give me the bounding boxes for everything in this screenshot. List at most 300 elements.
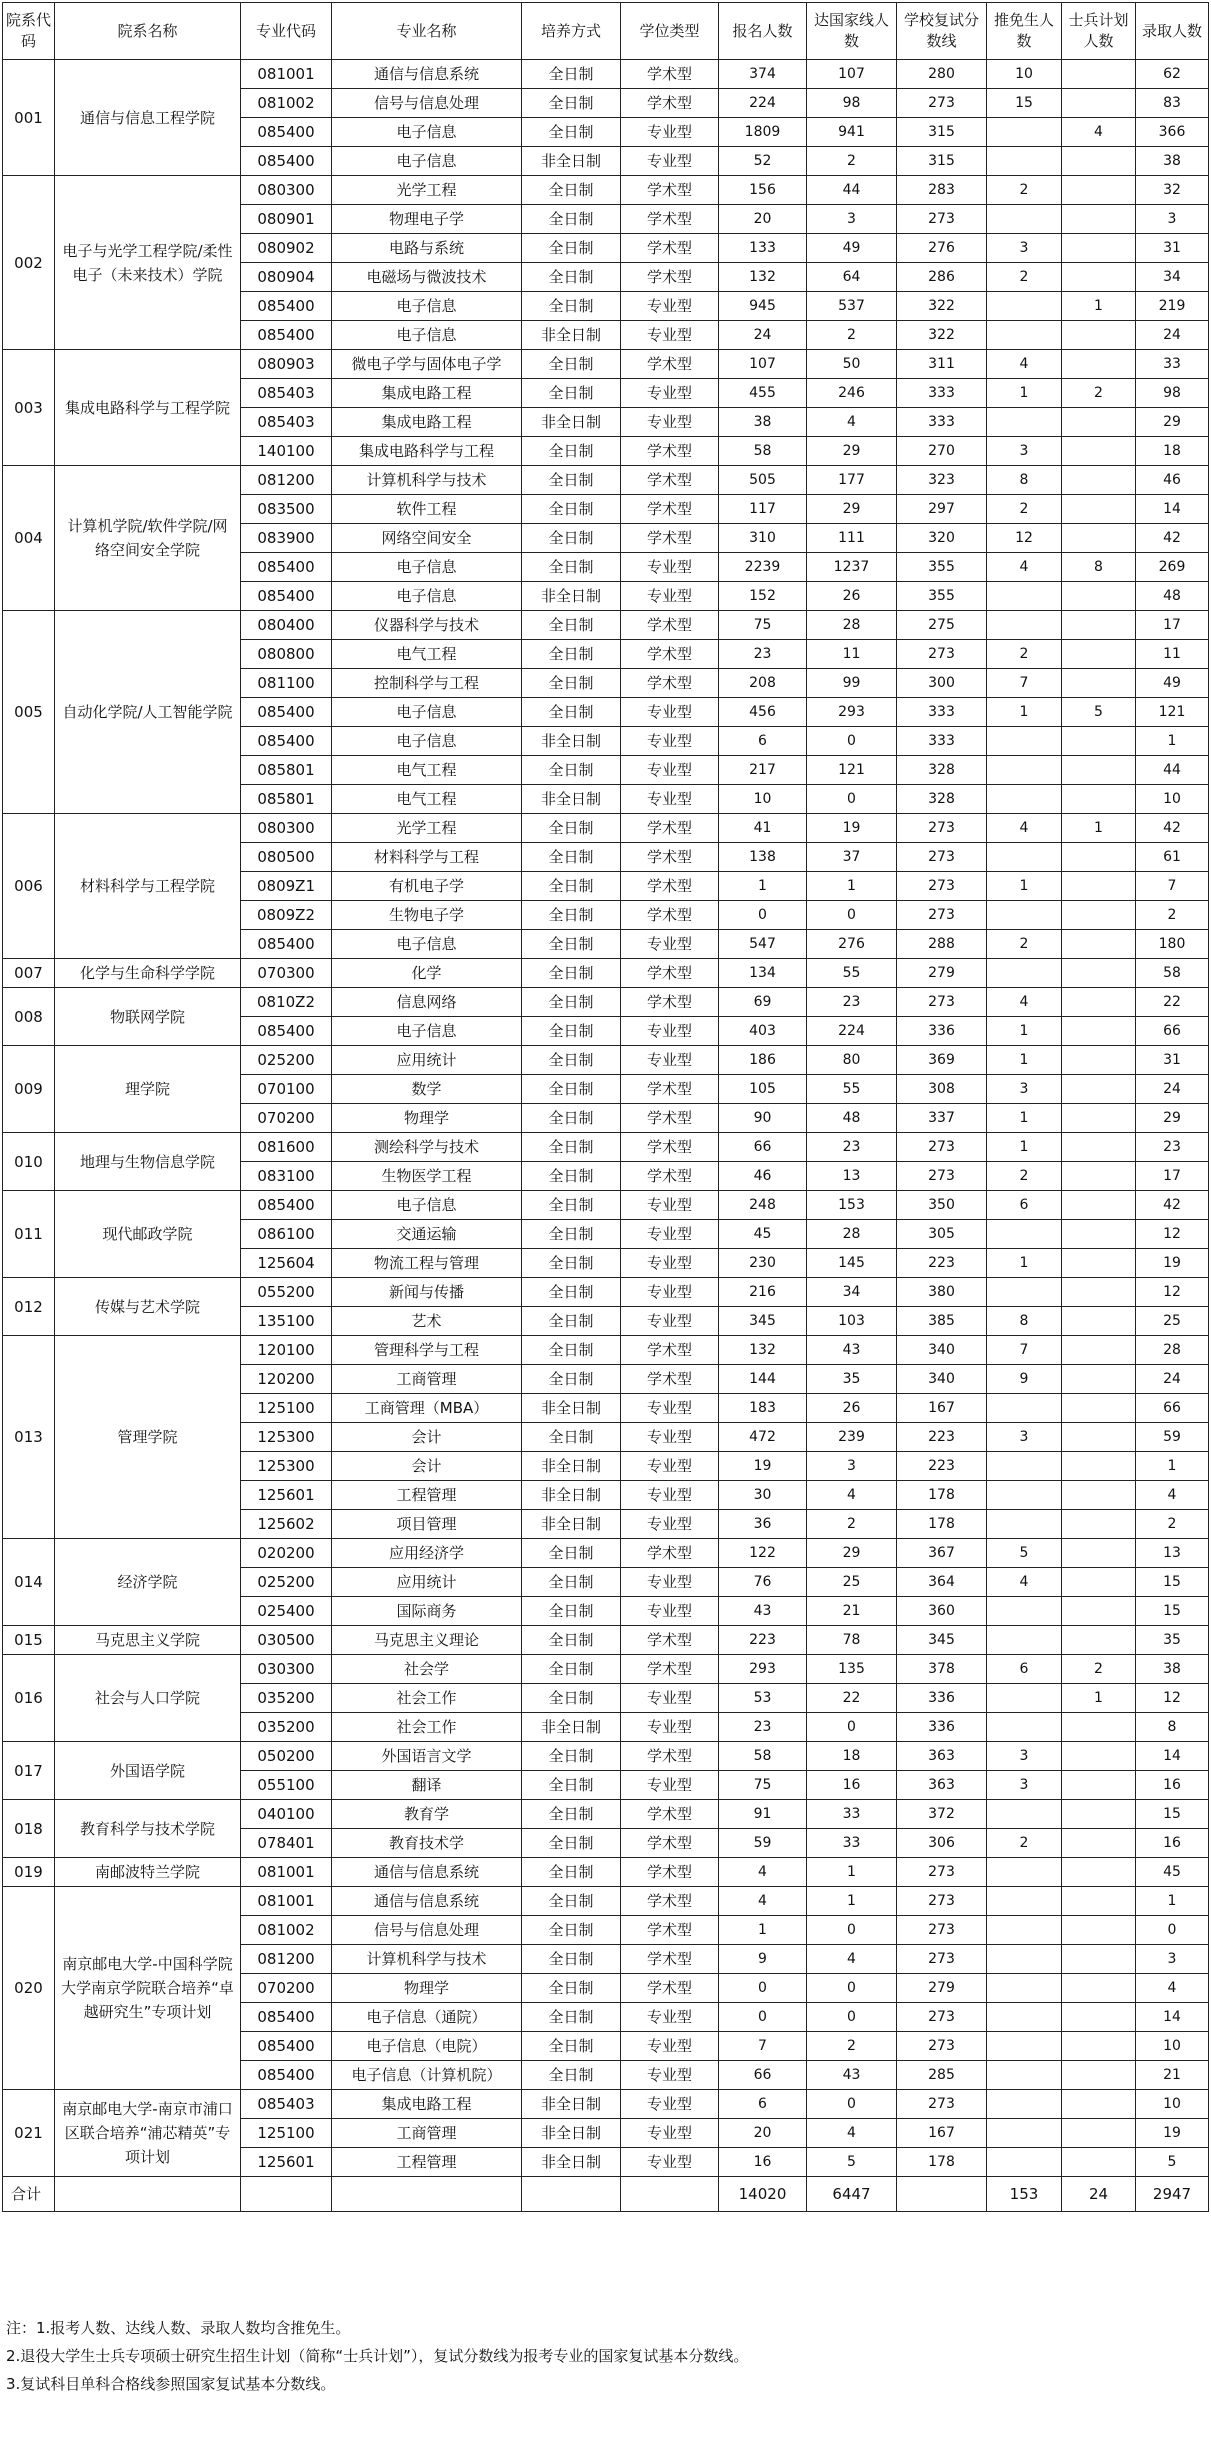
dept-code-cell: 018	[3, 1800, 55, 1858]
exempt-count-cell	[987, 1684, 1062, 1713]
table-body	[3, 60, 1209, 2212]
exempt-count-cell: 1	[987, 379, 1062, 408]
passed-national-line-cell: 0	[807, 785, 897, 814]
major-name-cell: 国际商务	[332, 1597, 522, 1626]
major-name-cell: 工程管理	[332, 1481, 522, 1510]
table-row	[3, 611, 1209, 640]
admitted-count-cell: 13	[1136, 1539, 1209, 1568]
admitted-count-cell: 0	[1136, 1916, 1209, 1945]
major-code-cell: 081100	[241, 669, 332, 698]
degree-type-cell: 学术型	[621, 1655, 719, 1684]
major-name-cell: 工商管理	[332, 2119, 522, 2148]
study-mode-cell: 全日制	[522, 553, 621, 582]
degree-type-cell: 学术型	[621, 176, 719, 205]
major-name-cell: 会计	[332, 1423, 522, 1452]
study-mode-cell: 非全日制	[522, 2090, 621, 2119]
applicants-cell: 20	[719, 2119, 807, 2148]
school-cutoff-cell: 223	[897, 1249, 987, 1278]
admitted-count-cell: 46	[1136, 466, 1209, 495]
applicants-cell: 122	[719, 1539, 807, 1568]
major-name-cell: 电子信息	[332, 147, 522, 176]
soldier-count-cell	[1062, 234, 1136, 263]
soldier-count-cell	[1062, 1742, 1136, 1771]
dept-code-cell: 008	[3, 988, 55, 1046]
soldier-count-cell	[1062, 756, 1136, 785]
passed-national-line-cell: 28	[807, 1220, 897, 1249]
admitted-count-cell: 4	[1136, 1974, 1209, 2003]
passed-national-line-cell: 4	[807, 408, 897, 437]
exempt-count-cell	[987, 1597, 1062, 1626]
soldier-count-cell	[1062, 1452, 1136, 1481]
school-cutoff-cell: 280	[897, 60, 987, 89]
study-mode-cell: 全日制	[522, 495, 621, 524]
table-row	[3, 1626, 1209, 1655]
passed-national-line-cell: 3	[807, 205, 897, 234]
soldier-count-cell	[1062, 1278, 1136, 1307]
school-cutoff-cell: 273	[897, 205, 987, 234]
major-name-cell: 工程管理	[332, 2148, 522, 2177]
exempt-count-cell	[987, 611, 1062, 640]
major-code-cell: 081002	[241, 1916, 332, 1945]
admitted-count-cell: 66	[1136, 1017, 1209, 1046]
degree-type-cell: 专业型	[621, 1510, 719, 1539]
soldier-count-cell	[1062, 959, 1136, 988]
admitted-count-cell: 14	[1136, 1742, 1209, 1771]
passed-national-line-cell: 1237	[807, 553, 897, 582]
admitted-count-cell: 42	[1136, 524, 1209, 553]
dept-code-cell: 001	[3, 60, 55, 176]
exempt-count-cell: 6	[987, 1655, 1062, 1684]
school-cutoff-cell: 315	[897, 118, 987, 147]
major-code-cell: 083500	[241, 495, 332, 524]
degree-type-cell: 学术型	[621, 1858, 719, 1887]
admitted-count-cell: 23	[1136, 1133, 1209, 1162]
degree-type-cell: 专业型	[621, 785, 719, 814]
dept-code-cell: 020	[3, 1887, 55, 2090]
soldier-count-cell	[1062, 1365, 1136, 1394]
admitted-count-cell: 19	[1136, 2119, 1209, 2148]
school-cutoff-cell: 355	[897, 553, 987, 582]
total-exempt: 153	[987, 2177, 1062, 2212]
applicants-cell: 183	[719, 1394, 807, 1423]
passed-national-line-cell: 29	[807, 437, 897, 466]
admission-statistics-table	[2, 2, 1209, 2212]
soldier-count-cell	[1062, 1017, 1136, 1046]
passed-national-line-cell: 21	[807, 1597, 897, 1626]
soldier-count-cell	[1062, 785, 1136, 814]
school-cutoff-cell: 372	[897, 1800, 987, 1829]
admitted-count-cell: 34	[1136, 263, 1209, 292]
major-name-cell: 电子信息	[332, 118, 522, 147]
major-name-cell: 应用统计	[332, 1568, 522, 1597]
admitted-count-cell: 17	[1136, 1162, 1209, 1191]
major-name-cell: 仪器科学与技术	[332, 611, 522, 640]
applicants-cell: 156	[719, 176, 807, 205]
applicants-cell: 41	[719, 814, 807, 843]
degree-type-cell: 专业型	[621, 2090, 719, 2119]
dept-name-cell: 化学与生命科学学院	[55, 959, 241, 988]
major-name-cell: 网络空间安全	[332, 524, 522, 553]
applicants-cell: 23	[719, 1713, 807, 1742]
footnote: 3.复试科目单科合格线参照国家复试基本分数线。	[6, 2375, 336, 2393]
major-name-cell: 电子信息	[332, 582, 522, 611]
degree-type-cell: 专业型	[621, 1394, 719, 1423]
table-row	[3, 814, 1209, 843]
major-name-cell: 生物医学工程	[332, 1162, 522, 1191]
soldier-count-cell	[1062, 1307, 1136, 1336]
major-name-cell: 外国语言文学	[332, 1742, 522, 1771]
study-mode-cell: 全日制	[522, 669, 621, 698]
soldier-count-cell	[1062, 408, 1136, 437]
soldier-count-cell	[1062, 1220, 1136, 1249]
header-applicants: 报名人数	[719, 3, 807, 60]
applicants-cell: 1809	[719, 118, 807, 147]
soldier-count-cell	[1062, 1481, 1136, 1510]
school-cutoff-cell: 385	[897, 1307, 987, 1336]
major-name-cell: 化学	[332, 959, 522, 988]
soldier-count-cell	[1062, 1046, 1136, 1075]
major-code-cell: 085400	[241, 930, 332, 959]
major-code-cell: 070100	[241, 1075, 332, 1104]
admitted-count-cell: 15	[1136, 1568, 1209, 1597]
soldier-count-cell	[1062, 611, 1136, 640]
major-name-cell: 应用统计	[332, 1046, 522, 1075]
major-name-cell: 应用经济学	[332, 1539, 522, 1568]
major-name-cell: 管理科学与工程	[332, 1336, 522, 1365]
school-cutoff-cell: 273	[897, 872, 987, 901]
dept-code-cell: 015	[3, 1626, 55, 1655]
degree-type-cell: 专业型	[621, 1249, 719, 1278]
school-cutoff-cell: 273	[897, 89, 987, 118]
school-cutoff-cell: 273	[897, 901, 987, 930]
major-code-cell: 125601	[241, 1481, 332, 1510]
soldier-count-cell	[1062, 147, 1136, 176]
school-cutoff-cell: 300	[897, 669, 987, 698]
passed-national-line-cell: 35	[807, 1365, 897, 1394]
soldier-count-cell	[1062, 1916, 1136, 1945]
applicants-cell: 208	[719, 669, 807, 698]
major-name-cell: 电气工程	[332, 756, 522, 785]
major-code-cell: 025200	[241, 1568, 332, 1597]
school-cutoff-cell: 273	[897, 1858, 987, 1887]
school-cutoff-cell: 322	[897, 292, 987, 321]
major-name-cell: 电子信息	[332, 1191, 522, 1220]
dept-code-cell: 010	[3, 1133, 55, 1191]
exempt-count-cell	[987, 1916, 1062, 1945]
major-name-cell: 电子信息	[332, 727, 522, 756]
applicants-cell: 547	[719, 930, 807, 959]
total-row	[3, 2177, 1209, 2212]
soldier-count-cell	[1062, 1858, 1136, 1887]
soldier-count-cell	[1062, 437, 1136, 466]
major-code-cell: 050200	[241, 1742, 332, 1771]
exempt-count-cell: 2	[987, 640, 1062, 669]
dept-name-cell: 计算机学院/软件学院/网络空间安全学院	[55, 466, 241, 611]
admitted-count-cell: 25	[1136, 1307, 1209, 1336]
major-name-cell: 通信与信息系统	[332, 60, 522, 89]
major-name-cell: 工商管理	[332, 1365, 522, 1394]
study-mode-cell: 非全日制	[522, 408, 621, 437]
degree-type-cell: 学术型	[621, 437, 719, 466]
soldier-count-cell	[1062, 1713, 1136, 1742]
degree-type-cell: 学术型	[621, 1104, 719, 1133]
exempt-count-cell: 7	[987, 1336, 1062, 1365]
admitted-count-cell: 8	[1136, 1713, 1209, 1742]
soldier-count-cell	[1062, 669, 1136, 698]
degree-type-cell: 学术型	[621, 669, 719, 698]
passed-national-line-cell: 0	[807, 2003, 897, 2032]
admitted-count-cell: 5	[1136, 2148, 1209, 2177]
major-name-cell: 软件工程	[332, 495, 522, 524]
major-code-cell: 080904	[241, 263, 332, 292]
major-name-cell: 电磁场与微波技术	[332, 263, 522, 292]
degree-type-cell: 学术型	[621, 1075, 719, 1104]
applicants-cell: 58	[719, 1742, 807, 1771]
major-name-cell: 集成电路工程	[332, 379, 522, 408]
study-mode-cell: 全日制	[522, 466, 621, 495]
soldier-count-cell	[1062, 2003, 1136, 2032]
school-cutoff-cell: 223	[897, 1423, 987, 1452]
dept-name-cell: 南邮波特兰学院	[55, 1858, 241, 1887]
major-name-cell: 社会工作	[332, 1684, 522, 1713]
study-mode-cell: 全日制	[522, 611, 621, 640]
dept-code-cell: 012	[3, 1278, 55, 1336]
admitted-count-cell: 24	[1136, 321, 1209, 350]
exempt-count-cell	[987, 1974, 1062, 2003]
exempt-count-cell	[987, 1858, 1062, 1887]
degree-type-cell: 专业型	[621, 1568, 719, 1597]
table-row	[3, 60, 1209, 89]
major-code-cell: 085400	[241, 2061, 332, 2090]
study-mode-cell: 非全日制	[522, 1510, 621, 1539]
passed-national-line-cell: 2	[807, 1510, 897, 1539]
major-code-cell: 085403	[241, 408, 332, 437]
major-code-cell: 020200	[241, 1539, 332, 1568]
school-cutoff-cell: 305	[897, 1220, 987, 1249]
school-cutoff-cell: 345	[897, 1626, 987, 1655]
exempt-count-cell: 2	[987, 930, 1062, 959]
passed-national-line-cell: 0	[807, 2090, 897, 2119]
degree-type-cell: 专业型	[621, 408, 719, 437]
passed-national-line-cell: 64	[807, 263, 897, 292]
admitted-count-cell: 219	[1136, 292, 1209, 321]
major-name-cell: 物理学	[332, 1104, 522, 1133]
admitted-count-cell: 3	[1136, 1945, 1209, 1974]
empty-cell	[621, 2177, 719, 2212]
passed-national-line-cell: 293	[807, 698, 897, 727]
applicants-cell: 30	[719, 1481, 807, 1510]
study-mode-cell: 全日制	[522, 1597, 621, 1626]
applicants-cell: 6	[719, 2090, 807, 2119]
degree-type-cell: 专业型	[621, 1481, 719, 1510]
admitted-count-cell: 180	[1136, 930, 1209, 959]
major-code-cell: 081200	[241, 466, 332, 495]
school-cutoff-cell: 270	[897, 437, 987, 466]
school-cutoff-cell: 369	[897, 1046, 987, 1075]
passed-national-line-cell: 50	[807, 350, 897, 379]
study-mode-cell: 全日制	[522, 1278, 621, 1307]
table-row	[3, 466, 1209, 495]
passed-national-line-cell: 99	[807, 669, 897, 698]
major-code-cell: 081002	[241, 89, 332, 118]
exempt-count-cell: 7	[987, 669, 1062, 698]
soldier-count-cell	[1062, 350, 1136, 379]
major-name-cell: 电子信息	[332, 1017, 522, 1046]
major-code-cell: 085400	[241, 698, 332, 727]
passed-national-line-cell: 25	[807, 1568, 897, 1597]
passed-national-line-cell: 224	[807, 1017, 897, 1046]
admitted-count-cell: 31	[1136, 1046, 1209, 1075]
applicants-cell: 217	[719, 756, 807, 785]
applicants-cell: 53	[719, 1684, 807, 1713]
soldier-count-cell: 1	[1062, 1684, 1136, 1713]
study-mode-cell: 全日制	[522, 60, 621, 89]
table-row	[3, 350, 1209, 379]
school-cutoff-cell: 285	[897, 2061, 987, 2090]
exempt-count-cell	[987, 901, 1062, 930]
admitted-count-cell: 38	[1136, 1655, 1209, 1684]
soldier-count-cell	[1062, 1597, 1136, 1626]
exempt-count-cell: 3	[987, 234, 1062, 263]
exempt-count-cell	[987, 1800, 1062, 1829]
school-cutoff-cell: 273	[897, 988, 987, 1017]
study-mode-cell: 全日制	[522, 1133, 621, 1162]
school-cutoff-cell: 337	[897, 1104, 987, 1133]
major-code-cell: 085400	[241, 2032, 332, 2061]
soldier-count-cell: 8	[1062, 553, 1136, 582]
admitted-count-cell: 18	[1136, 437, 1209, 466]
study-mode-cell: 全日制	[522, 756, 621, 785]
header-major-code: 专业代码	[241, 3, 332, 60]
degree-type-cell: 学术型	[621, 1829, 719, 1858]
exempt-count-cell	[987, 1510, 1062, 1539]
school-cutoff-cell: 336	[897, 1713, 987, 1742]
passed-national-line-cell: 18	[807, 1742, 897, 1771]
major-code-cell: 070200	[241, 1974, 332, 2003]
applicants-cell: 117	[719, 495, 807, 524]
study-mode-cell: 全日制	[522, 1249, 621, 1278]
soldier-count-cell	[1062, 1626, 1136, 1655]
study-mode-cell: 全日制	[522, 1162, 621, 1191]
admitted-count-cell: 2	[1136, 901, 1209, 930]
study-mode-cell: 全日制	[522, 1655, 621, 1684]
degree-type-cell: 学术型	[621, 1539, 719, 1568]
major-name-cell: 新闻与传播	[332, 1278, 522, 1307]
applicants-cell: 0	[719, 1974, 807, 2003]
header-soldier-plan: 士兵计划人数	[1062, 3, 1136, 60]
soldier-count-cell	[1062, 2148, 1136, 2177]
dept-name-cell: 教育科学与技术学院	[55, 1800, 241, 1858]
major-name-cell: 集成电路工程	[332, 2090, 522, 2119]
dept-name-cell: 地理与生物信息学院	[55, 1133, 241, 1191]
school-cutoff-cell: 315	[897, 147, 987, 176]
school-cutoff-cell: 333	[897, 727, 987, 756]
school-cutoff-cell: 363	[897, 1742, 987, 1771]
passed-national-line-cell: 29	[807, 1539, 897, 1568]
school-cutoff-cell: 273	[897, 1945, 987, 1974]
exempt-count-cell	[987, 292, 1062, 321]
table-row	[3, 1742, 1209, 1771]
exempt-count-cell: 9	[987, 1365, 1062, 1394]
study-mode-cell: 全日制	[522, 988, 621, 1017]
applicants-cell: 38	[719, 408, 807, 437]
empty-cell	[522, 2177, 621, 2212]
school-cutoff-cell: 273	[897, 640, 987, 669]
soldier-count-cell	[1062, 89, 1136, 118]
major-code-cell: 085400	[241, 727, 332, 756]
school-cutoff-cell: 367	[897, 1539, 987, 1568]
passed-national-line-cell: 5	[807, 2148, 897, 2177]
exempt-count-cell: 4	[987, 988, 1062, 1017]
soldier-count-cell	[1062, 466, 1136, 495]
passed-national-line-cell: 2	[807, 2032, 897, 2061]
school-cutoff-cell: 276	[897, 234, 987, 263]
major-code-cell: 125300	[241, 1452, 332, 1481]
admitted-count-cell: 22	[1136, 988, 1209, 1017]
applicants-cell: 505	[719, 466, 807, 495]
major-name-cell: 会计	[332, 1452, 522, 1481]
soldier-count-cell	[1062, 205, 1136, 234]
header-admitted: 录取人数	[1136, 3, 1209, 60]
major-name-cell: 计算机科学与技术	[332, 466, 522, 495]
major-code-cell: 125601	[241, 2148, 332, 2177]
degree-type-cell: 学术型	[621, 350, 719, 379]
passed-national-line-cell: 537	[807, 292, 897, 321]
applicants-cell: 23	[719, 640, 807, 669]
admitted-count-cell: 49	[1136, 669, 1209, 698]
applicants-cell: 134	[719, 959, 807, 988]
study-mode-cell: 非全日制	[522, 727, 621, 756]
dept-code-cell: 006	[3, 814, 55, 959]
admitted-count-cell: 1	[1136, 1452, 1209, 1481]
applicants-cell: 36	[719, 1510, 807, 1539]
applicants-cell: 293	[719, 1655, 807, 1684]
degree-type-cell: 专业型	[621, 2032, 719, 2061]
major-code-cell: 085403	[241, 2090, 332, 2119]
header-degree-type: 学位类型	[621, 3, 719, 60]
passed-national-line-cell: 55	[807, 1075, 897, 1104]
exempt-count-cell	[987, 959, 1062, 988]
study-mode-cell: 全日制	[522, 1336, 621, 1365]
degree-type-cell: 专业型	[621, 727, 719, 756]
study-mode-cell: 全日制	[522, 1800, 621, 1829]
passed-national-line-cell: 49	[807, 234, 897, 263]
dept-name-cell: 管理学院	[55, 1336, 241, 1539]
passed-national-line-cell: 1	[807, 1887, 897, 1916]
major-code-cell: 120100	[241, 1336, 332, 1365]
header-study-mode: 培养方式	[522, 3, 621, 60]
dept-name-cell: 外国语学院	[55, 1742, 241, 1800]
degree-type-cell: 专业型	[621, 1684, 719, 1713]
major-code-cell: 078401	[241, 1829, 332, 1858]
applicants-cell: 224	[719, 89, 807, 118]
degree-type-cell: 专业型	[621, 756, 719, 785]
soldier-count-cell	[1062, 2032, 1136, 2061]
study-mode-cell: 全日制	[522, 2061, 621, 2090]
passed-national-line-cell: 29	[807, 495, 897, 524]
soldier-count-cell	[1062, 1133, 1136, 1162]
degree-type-cell: 学术型	[621, 611, 719, 640]
major-name-cell: 物理学	[332, 1974, 522, 2003]
major-code-cell: 125602	[241, 1510, 332, 1539]
study-mode-cell: 全日制	[522, 872, 621, 901]
soldier-count-cell	[1062, 1829, 1136, 1858]
degree-type-cell: 专业型	[621, 2119, 719, 2148]
school-cutoff-cell: 322	[897, 321, 987, 350]
school-cutoff-cell: 333	[897, 698, 987, 727]
passed-national-line-cell: 121	[807, 756, 897, 785]
table-row	[3, 1539, 1209, 1568]
